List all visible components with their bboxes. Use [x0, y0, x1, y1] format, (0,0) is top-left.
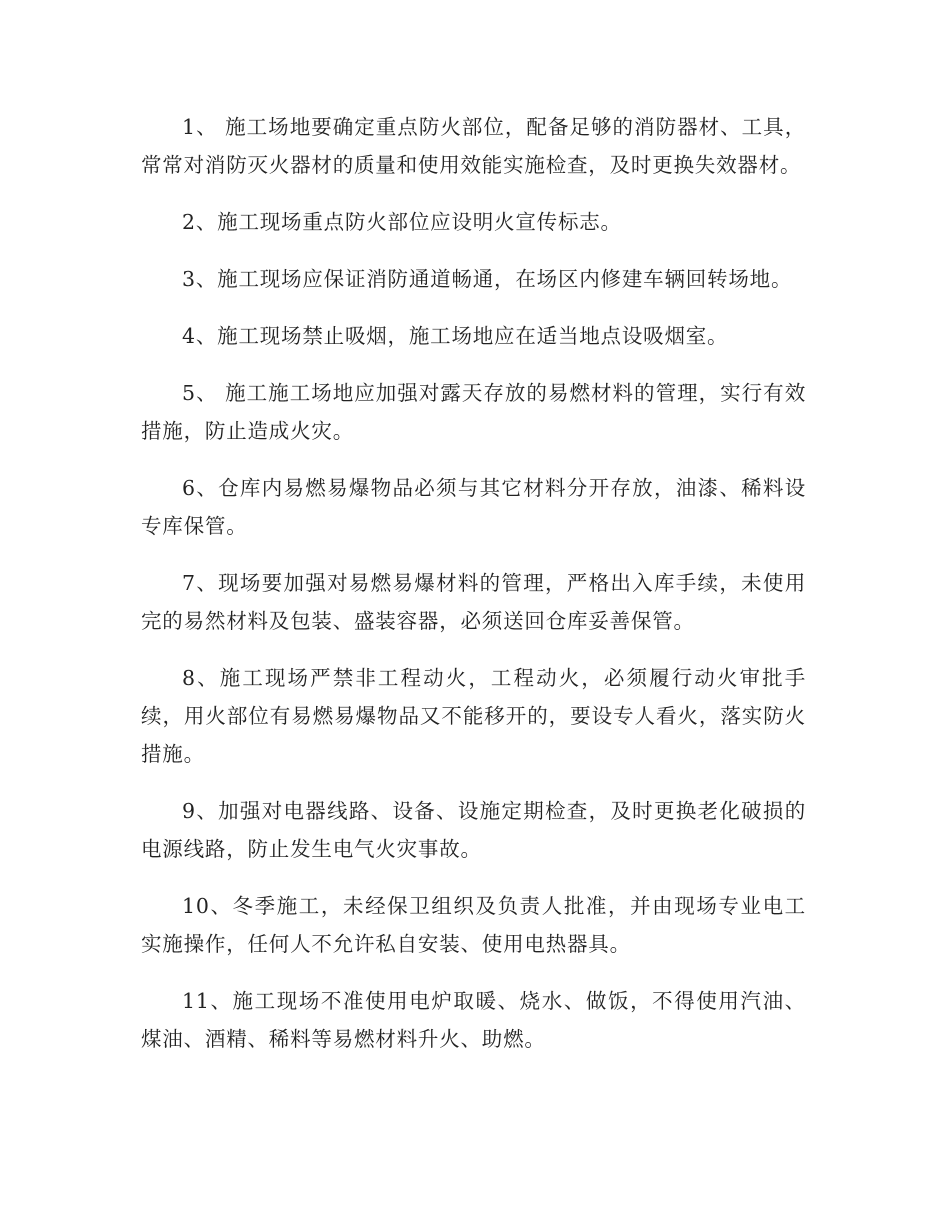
paragraph-1: 1、 施工场地要确定重点防火部位，配备足够的消防器材、工具，常常对消防灭火器材的质量和使用效能实施检查，及时更换失效器材。	[141, 115, 806, 177]
paragraph-9: 9、加强对电器线路、设备、设施定期检查，及时更换老化破损的电源线路，防止发生电气火灾事故。	[141, 799, 806, 861]
paragraph-4: 4、施工现场禁止吸烟，施工场地应在适当地点设吸烟室。	[182, 324, 729, 348]
paragraph-3: 3、施工现场应保证消防通道畅通，在场区内修建车辆回转场地。	[182, 267, 793, 291]
paragraph-6: 6、仓库内易燃易爆物品必须与其它材料分开存放，油漆、稀料设专库保管。	[141, 476, 806, 538]
paragraph-5: 5、 施工施工场地应加强对露天存放的易燃材料的管理，实行有效措施，防止造成火灾。	[141, 381, 806, 443]
paragraph-2: 2、施工现场重点防火部位应设明火宣传标志。	[182, 210, 622, 234]
paragraph-11: 11、施工现场不准使用电炉取暖、烧水、做饭，不得使用汽油、煤油、酒精、稀料等易燃材料升火、助燃。	[141, 989, 806, 1051]
document-body	[141, 108, 806, 1077]
paragraph-10: 10、冬季施工，未经保卫组织及负责人批准，并由现场专业电工实施操作，任何人不允许私自安装、使用电热器具。	[141, 894, 806, 956]
paragraph-8: 8、施工现场严禁非工程动火，工程动火，必须履行动火审批手续，用火部位有易燃易爆物品又不能移开的，要设专人看火，落实防火措施。	[141, 666, 806, 766]
paragraph-7: 7、现场要加强对易燃易爆材料的管理，严格出入库手续，未使用完的易然材料及包装、盛装容器，必须送回仓库妥善保管。	[141, 571, 806, 633]
